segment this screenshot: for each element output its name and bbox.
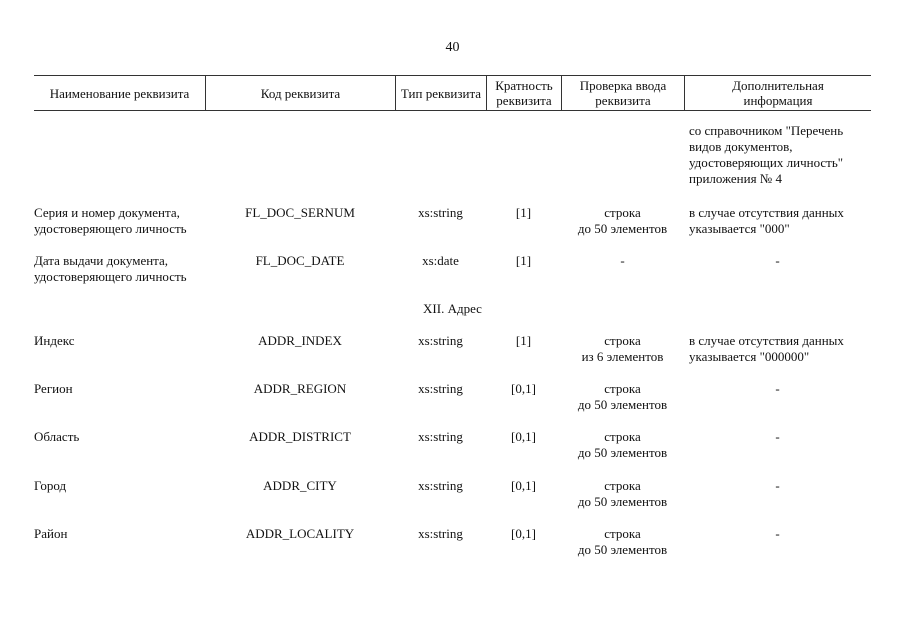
header-info <box>684 76 871 110</box>
check-line: строка <box>604 478 641 493</box>
table-row <box>34 478 871 510</box>
check-line: строка <box>604 205 641 220</box>
cell-code: FL_DOC_SERNUM <box>245 205 355 220</box>
header-multiplicity <box>486 76 561 110</box>
cell-info: - <box>775 429 780 444</box>
page-number: 40 <box>445 40 460 55</box>
cell-code: ADDR_DISTRICT <box>249 429 351 444</box>
table-row <box>34 205 871 237</box>
cell-type: xs:date <box>422 253 459 268</box>
table-row <box>34 333 871 365</box>
check-line: до 50 элементов <box>577 445 668 460</box>
header-multiplicity-line2: реквизита <box>496 93 552 108</box>
header-type <box>395 76 486 110</box>
table-row <box>34 381 871 413</box>
check-line: строка <box>604 526 641 541</box>
cell-name: Регион <box>34 381 73 396</box>
cell-check: - <box>620 253 625 268</box>
section-title: XII. Адрес <box>423 301 482 316</box>
table-row <box>34 253 871 285</box>
cell-empty <box>205 123 395 187</box>
cell-info: - <box>775 253 780 268</box>
cell-type: xs:string <box>418 429 463 444</box>
cell-type: xs:string <box>418 333 463 348</box>
cell-multiplicity: [0,1] <box>511 478 536 493</box>
cell-info <box>684 333 871 365</box>
header-type-text: Тип реквизита <box>400 85 482 101</box>
header-info-line2: информация <box>743 93 813 108</box>
cell-name: Район <box>34 526 68 541</box>
cell-code: ADDR_REGION <box>253 381 347 396</box>
info-line: удостоверяющих личность" <box>689 155 844 170</box>
check-line: строка <box>604 381 641 396</box>
cell-type: xs:string <box>418 478 463 493</box>
cell-empty <box>34 123 205 187</box>
cell-check <box>561 333 684 365</box>
check-line: до 50 элементов <box>577 397 668 412</box>
info-line: указывается "000" <box>689 221 790 236</box>
check-line: строка <box>604 333 641 348</box>
header-check <box>561 76 684 110</box>
cell-type: xs:string <box>418 205 463 220</box>
requisites-table <box>34 75 871 557</box>
check-line: до 50 элементов <box>577 221 668 236</box>
cell-empty <box>395 123 486 187</box>
header-name <box>34 76 205 110</box>
check-line: до 50 элементов <box>577 542 668 557</box>
cell-check <box>561 429 684 461</box>
name-line: Серия и номер документа, <box>34 205 180 220</box>
table-row <box>34 526 871 558</box>
cell-type: xs:string <box>418 381 463 396</box>
cell-name: Область <box>34 429 80 444</box>
info-line: со справочником "Перечень <box>689 123 844 138</box>
name-line: удостоверяющего личность <box>34 221 187 236</box>
info-line: приложения № 4 <box>689 171 782 186</box>
cell-check <box>561 205 684 237</box>
cell-empty <box>486 123 561 187</box>
info-line: указывается "000000" <box>689 349 810 364</box>
header-check-line1: Проверка ввода <box>579 78 667 93</box>
cell-multiplicity: [1] <box>515 205 532 220</box>
table-header <box>34 75 871 111</box>
check-line: строка <box>604 429 641 444</box>
cell-check <box>561 526 684 558</box>
info-line: видов документов, <box>689 139 793 154</box>
header-info-line1: Дополнительная <box>732 78 824 93</box>
header-multiplicity-text <box>495 78 552 108</box>
table-row-continuation <box>34 123 871 187</box>
cell-info: - <box>775 381 780 396</box>
name-line: удостоверяющего личность <box>34 269 187 284</box>
cell-info: - <box>775 526 780 541</box>
cell-check <box>561 478 684 510</box>
cell-info: - <box>775 478 780 493</box>
cell-name <box>34 253 205 285</box>
cell-name: Индекс <box>34 333 75 348</box>
cell-name <box>34 205 205 237</box>
info-line: в случае отсутствия данных <box>689 333 844 348</box>
cell-info <box>684 205 871 237</box>
cell-multiplicity: [1] <box>515 333 532 348</box>
header-check-line2: реквизита <box>595 93 651 108</box>
header-code <box>205 76 395 110</box>
cell-code: ADDR_INDEX <box>258 333 342 348</box>
cell-type: xs:string <box>418 526 463 541</box>
name-line: Дата выдачи документа, <box>34 253 169 268</box>
check-line: до 50 элементов <box>577 494 668 509</box>
check-line: из 6 элементов <box>581 349 664 364</box>
header-code-text: Код реквизита <box>260 85 341 101</box>
header-multiplicity-line1: Кратность <box>495 78 553 93</box>
cell-multiplicity: [0,1] <box>511 526 536 541</box>
info-line: в случае отсутствия данных <box>689 205 844 220</box>
cell-code: ADDR_LOCALITY <box>245 526 355 541</box>
cell-multiplicity: [0,1] <box>511 429 536 444</box>
table-row <box>34 429 871 461</box>
cell-info <box>684 123 871 187</box>
header-info-text <box>732 78 824 108</box>
cell-multiplicity: [1] <box>515 253 532 268</box>
cell-code: ADDR_CITY <box>263 478 337 493</box>
cell-name: Город <box>34 478 67 493</box>
cell-check <box>561 381 684 413</box>
header-check-text <box>580 78 667 108</box>
cell-multiplicity: [0,1] <box>511 381 536 396</box>
cell-code: FL_DOC_DATE <box>255 253 345 268</box>
header-name-text: Наименование реквизита <box>49 85 190 101</box>
cell-empty <box>561 123 684 187</box>
